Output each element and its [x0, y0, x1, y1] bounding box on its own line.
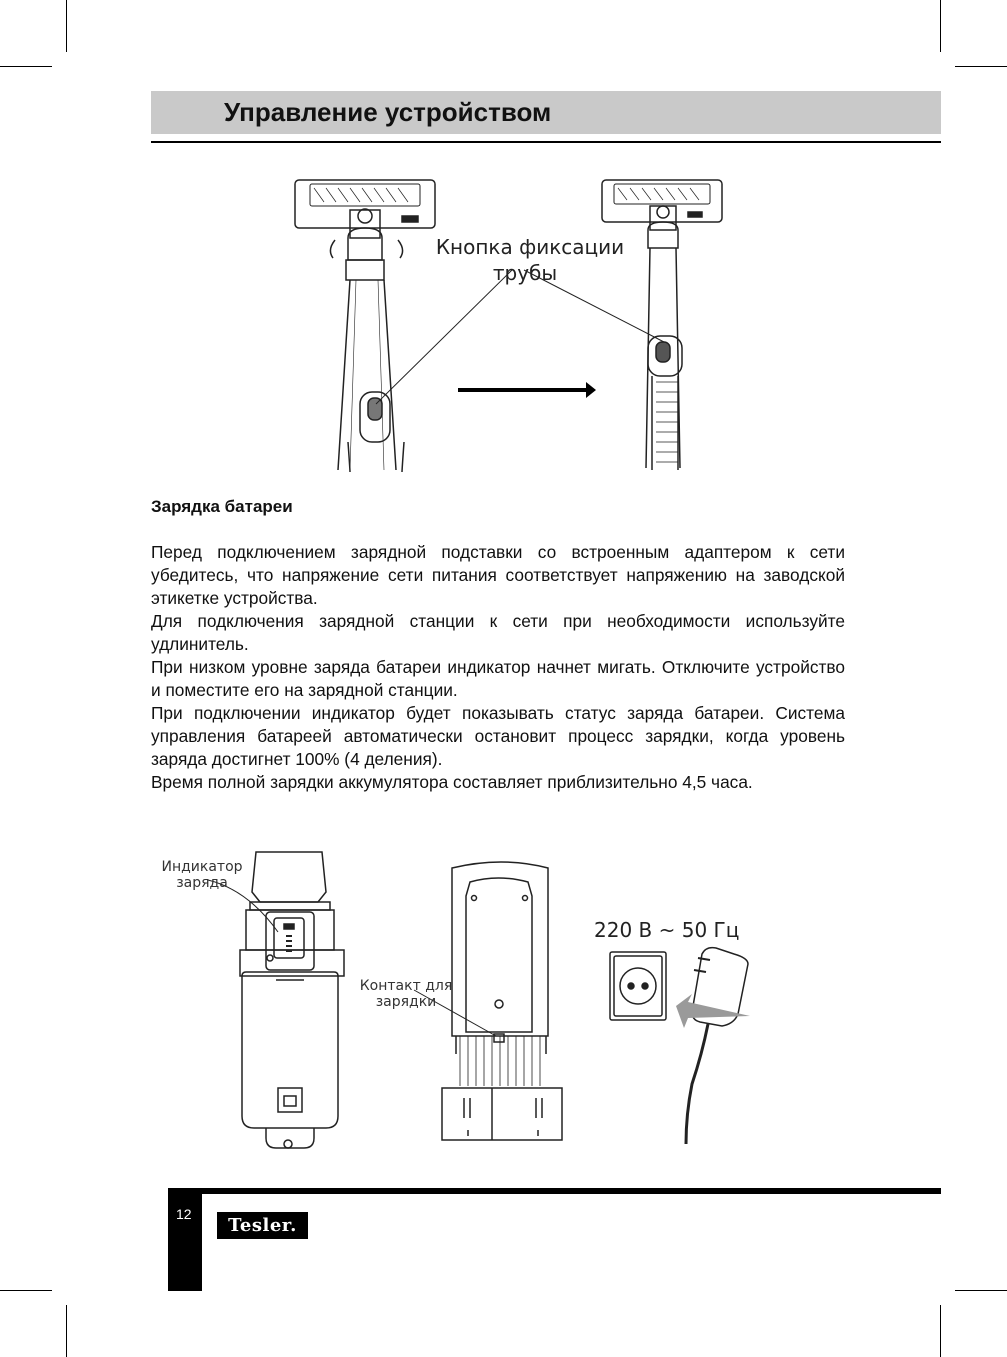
- crop-mark: [0, 66, 52, 67]
- crop-mark: [940, 1305, 941, 1357]
- crop-mark: [66, 1305, 67, 1357]
- tube-lock-figure: [280, 170, 740, 475]
- wall-socket-icon: [610, 952, 666, 1020]
- paragraph: При низком уровне заряда батареи индикатор начнет мигать. Отключите устройство и поместите его на зарядной станции.: [151, 657, 845, 700]
- paragraph: Для подключения зарядной станции к сети при необходимости используйте удлинитель.: [151, 611, 845, 654]
- charging-figure: [150, 840, 750, 1160]
- brand-logo: Tesler.: [217, 1212, 308, 1239]
- crop-mark: [955, 66, 1007, 67]
- paragraph: Время полной зарядки аккумулятора составляет приблизительно 4,5 часа.: [151, 772, 753, 792]
- charging-dock-icon: [442, 862, 562, 1140]
- indicator-label-1: Индикатор: [161, 859, 243, 875]
- instructions-text: [151, 541, 845, 794]
- crop-mark: [0, 1290, 52, 1291]
- contact-label-2: зарядки: [375, 994, 437, 1010]
- header-rule: [151, 141, 941, 143]
- footer-block: [168, 1188, 202, 1291]
- crop-mark: [66, 0, 67, 52]
- callout-line-2: трубы: [492, 261, 558, 285]
- indicator-label-2: заряда: [176, 875, 228, 891]
- page-title: Управление устройством: [224, 97, 552, 127]
- contact-label-1: Контакт для: [359, 978, 453, 994]
- crop-mark: [940, 0, 941, 52]
- page-number: 12: [176, 1206, 192, 1222]
- power-spec-label: 220 В ~ 50 Гц: [594, 918, 740, 942]
- crop-mark: [955, 1290, 1007, 1291]
- header-band: [151, 91, 941, 134]
- callout-line-1: Кнопка фиксации: [435, 235, 625, 259]
- vacuum-body-icon: [240, 852, 344, 1148]
- vacuum-head-right-icon: [602, 180, 722, 470]
- footer-bar: [168, 1188, 941, 1194]
- direction-arrow-icon: [458, 382, 596, 398]
- paragraph: Перед подключением зарядной подставки со встроенным адаптером к сети убедитесь, что напряжение сети питания соответствует напряжению на заводской этикетке устройства.: [151, 542, 845, 608]
- power-adapter-icon: [686, 948, 748, 1144]
- vacuum-head-left-icon: [295, 180, 435, 472]
- paragraph: При подключении индикатор будет показывать статус заряда батареи. Система управления батареей автоматически остановит процесс зарядки, когда уровень заряда достигнет 100% (4 деления).: [151, 703, 845, 769]
- section-heading: Зарядка батареи: [151, 497, 293, 516]
